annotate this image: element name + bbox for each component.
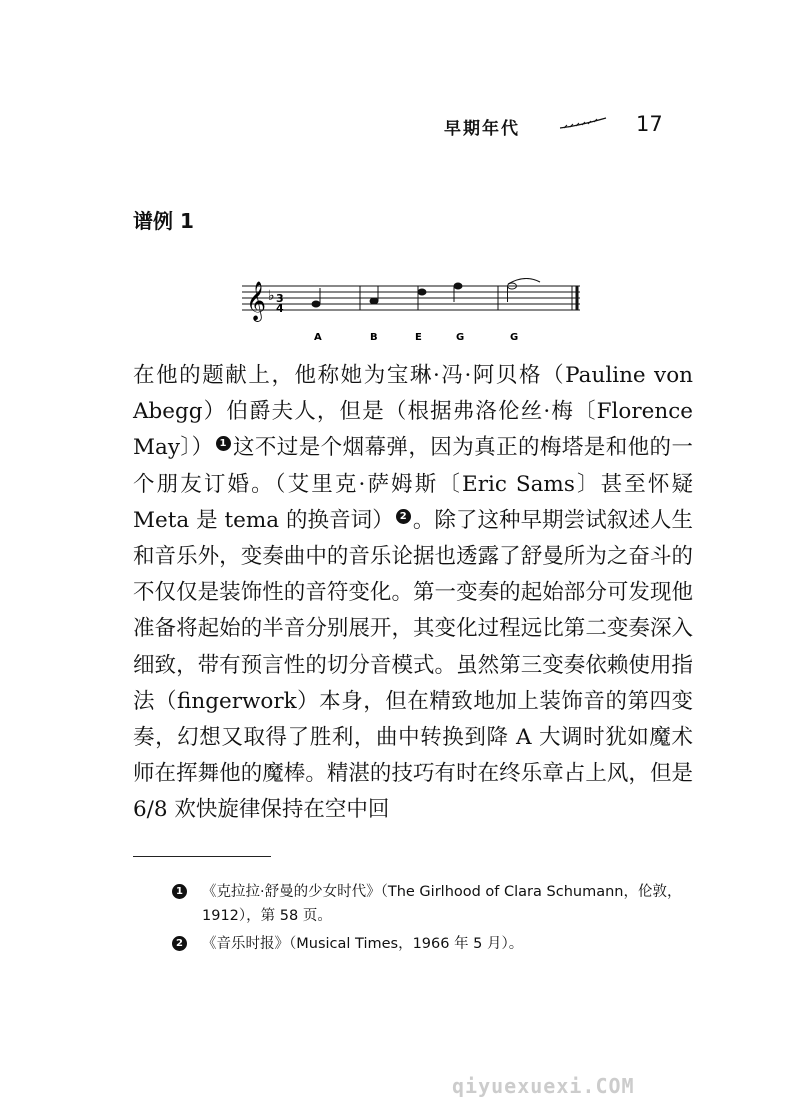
note-letter-E: E	[415, 332, 422, 343]
body-text-part-1: 在他的题献上，他称她为宝琳·冯·阿贝格（Pauline von Abegg）伯爵夫人，但是（根据弗洛伦丝·梅〔Florence May〕）	[133, 363, 693, 461]
example-label: 谱例 1	[133, 209, 194, 233]
body-text-part-2: 这不过是个烟幕弹，因为真正的梅塔是和他的一个朋友订婚。（艾里克·萨姆斯〔Eric Sams〕甚至怀疑 Meta 是 tema 的换音词）	[133, 435, 693, 533]
page-number: 17	[636, 112, 663, 136]
staff-lines	[242, 286, 580, 310]
footnote-number: 1	[172, 884, 187, 899]
footnote-mark-1[interactable]: 1	[216, 436, 231, 451]
note-B	[370, 286, 378, 304]
footnotes	[172, 880, 712, 960]
key-signature-flat: ♭	[268, 288, 275, 304]
body-paragraph	[133, 358, 693, 829]
music-score	[240, 278, 585, 348]
footnote-text: 《克拉拉·舒曼的少女时代》（The Girlhood of Clara Schumann，伦敦，1912），第 58 页。	[202, 884, 682, 924]
running-header	[440, 112, 670, 142]
note-letters	[314, 332, 518, 343]
note-letter-B: B	[370, 332, 378, 343]
note-letter-G: G	[456, 332, 465, 343]
treble-clef-icon: 𝄞	[246, 281, 267, 321]
note-letter-G2: G	[510, 332, 519, 343]
time-signature: 3	[276, 292, 284, 305]
footnote-text: 《音乐时报》（Musical Times，1966 年 5 月）。	[202, 936, 524, 952]
body-text-part-3: 。除了这种早期尝试叙述人生和音乐外，变奏曲中的音乐论据也透露了舒曼所为之奋斗的不仅仅是装饰性的音符变化。第一变奏的起始部分可发现他准备将起始的半音分别展开，其变化过程远比第二变奏深入细致，带有预言性的切分音模式。虽然第三变奏依赖使用指法（fingerwork）本身，但在精致地加上装饰音的第四变奏，幻想又取得了胜利，曲中转换到降 A 大调时犹如魔术师在挥舞他的魔棒。精湛的技巧有时在终乐章占上风，但是 6/8 欢快旋律保持在空中回	[133, 507, 693, 823]
note-E	[418, 289, 426, 295]
body-text	[133, 358, 693, 829]
watermark: qiyuexuexi.COM	[452, 1074, 635, 1098]
footnote-2	[172, 932, 712, 956]
footnote-1	[172, 880, 712, 928]
svg-text:4: 4	[276, 302, 284, 315]
ornament-icon	[558, 116, 608, 130]
footnote-mark-2[interactable]: 2	[396, 509, 411, 524]
note-letter-A: A	[314, 332, 322, 343]
footnote-divider	[133, 856, 271, 857]
footnote-number: 2	[172, 936, 187, 951]
chapter-title: 早期年代	[444, 119, 520, 139]
